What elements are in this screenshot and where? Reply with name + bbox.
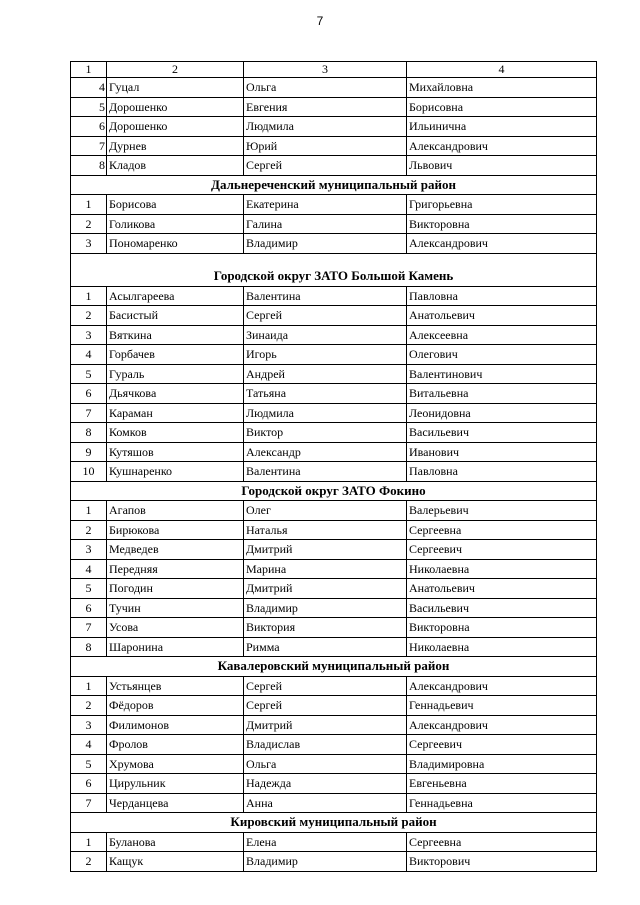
- table-row: [71, 325, 597, 345]
- first-name: Сергей: [244, 696, 407, 716]
- row-number: 4: [71, 78, 107, 98]
- first-name: Екатерина: [244, 195, 407, 215]
- table-row: [71, 462, 597, 482]
- table-row: [71, 345, 597, 365]
- row-number: 1: [71, 195, 107, 215]
- first-name: Олег: [244, 501, 407, 521]
- first-name: Дмитрий: [244, 540, 407, 560]
- row-number: 9: [71, 442, 107, 462]
- patronymic: Александрович: [407, 136, 597, 156]
- row-number: 5: [71, 364, 107, 384]
- first-name: Владимир: [244, 852, 407, 872]
- last-name: Фролов: [107, 735, 244, 755]
- patronymic: Владимировна: [407, 754, 597, 774]
- table-row: [71, 793, 597, 813]
- patronymic: Иванович: [407, 442, 597, 462]
- first-name: Татьяна: [244, 384, 407, 404]
- first-name: Игорь: [244, 345, 407, 365]
- row-number: 3: [71, 715, 107, 735]
- first-name: Александр: [244, 442, 407, 462]
- table-row: [71, 715, 597, 735]
- row-number: 5: [71, 97, 107, 117]
- patronymic: Алексеевна: [407, 325, 597, 345]
- first-name: Дмитрий: [244, 715, 407, 735]
- last-name: Гураль: [107, 364, 244, 384]
- patronymic: Анатольевич: [407, 579, 597, 599]
- table-row: [71, 364, 597, 384]
- row-number: 6: [71, 598, 107, 618]
- table-row: [71, 852, 597, 872]
- patronymic: Леонидовна: [407, 403, 597, 423]
- last-name: Горбачев: [107, 345, 244, 365]
- first-name: Андрей: [244, 364, 407, 384]
- patronymic: Николаевна: [407, 559, 597, 579]
- first-name: Ольга: [244, 78, 407, 98]
- table-row: [71, 403, 597, 423]
- row-number: 1: [71, 501, 107, 521]
- last-name: Кладов: [107, 156, 244, 176]
- patronymic: Евгеньевна: [407, 774, 597, 794]
- section-heading-row: [71, 175, 597, 195]
- first-name: Сергей: [244, 156, 407, 176]
- first-name: Дмитрий: [244, 579, 407, 599]
- patronymic: Геннадьевич: [407, 696, 597, 716]
- section-title: Кировский муниципальный район: [71, 813, 597, 833]
- row-number: 6: [71, 384, 107, 404]
- row-number: 4: [71, 345, 107, 365]
- section-title: Городской округ ЗАТО Большой Камень: [71, 253, 597, 286]
- row-number: 3: [71, 234, 107, 254]
- patronymic: Львович: [407, 156, 597, 176]
- row-number: 4: [71, 559, 107, 579]
- last-name: Борисова: [107, 195, 244, 215]
- column-number-2: 2: [107, 62, 244, 78]
- first-name: Наталья: [244, 520, 407, 540]
- patronymic: Павловна: [407, 462, 597, 482]
- table-row: [71, 559, 597, 579]
- first-name: Евгения: [244, 97, 407, 117]
- last-name: Дорошенко: [107, 117, 244, 137]
- row-number: 8: [71, 423, 107, 443]
- row-number: 10: [71, 462, 107, 482]
- patronymic: Сергеевна: [407, 832, 597, 852]
- last-name: Дорошенко: [107, 97, 244, 117]
- row-number: 7: [71, 793, 107, 813]
- last-name: Шаронина: [107, 637, 244, 657]
- first-name: Валентина: [244, 462, 407, 482]
- patronymic: Викторович: [407, 852, 597, 872]
- page-number: 7: [316, 14, 324, 28]
- column-number-header: [71, 62, 597, 78]
- table-row: [71, 234, 597, 254]
- last-name: Вяткина: [107, 325, 244, 345]
- patronymic: Ильинична: [407, 117, 597, 137]
- patronymic: Николаевна: [407, 637, 597, 657]
- table-row: [71, 540, 597, 560]
- row-number: 7: [71, 618, 107, 638]
- table-row: [71, 832, 597, 852]
- row-number: 2: [71, 520, 107, 540]
- last-name: Усова: [107, 618, 244, 638]
- table-row: [71, 696, 597, 716]
- last-name: Пономаренко: [107, 234, 244, 254]
- first-name: Сергей: [244, 676, 407, 696]
- table-row: [71, 442, 597, 462]
- last-name: Кутяшов: [107, 442, 244, 462]
- row-number: 3: [71, 325, 107, 345]
- first-name: Юрий: [244, 136, 407, 156]
- column-number-1: 1: [71, 62, 107, 78]
- table-row: [71, 136, 597, 156]
- first-name: Ольга: [244, 754, 407, 774]
- patronymic: Сергеевич: [407, 540, 597, 560]
- last-name: Черданцева: [107, 793, 244, 813]
- table-row: [71, 97, 597, 117]
- patronymic: Олегович: [407, 345, 597, 365]
- first-name: Владимир: [244, 234, 407, 254]
- row-number: 3: [71, 540, 107, 560]
- last-name: Цирульник: [107, 774, 244, 794]
- row-number: 6: [71, 774, 107, 794]
- first-name: Валентина: [244, 286, 407, 306]
- last-name: Комков: [107, 423, 244, 443]
- patronymic: Валерьевич: [407, 501, 597, 521]
- last-name: Агапов: [107, 501, 244, 521]
- section-title: Кавалеровский муниципальный район: [71, 657, 597, 677]
- patronymic: Сергеевич: [407, 735, 597, 755]
- row-number: 2: [71, 306, 107, 326]
- roster-body: [71, 62, 597, 872]
- patronymic: Викторовна: [407, 618, 597, 638]
- patronymic: Михайловна: [407, 78, 597, 98]
- table-row: [71, 78, 597, 98]
- first-name: Зинаида: [244, 325, 407, 345]
- section-title: Дальнереченский муниципальный район: [71, 175, 597, 195]
- last-name: Хрумова: [107, 754, 244, 774]
- section-heading-row: [71, 253, 597, 286]
- column-number-4: 4: [407, 62, 597, 78]
- patronymic: Григорьевна: [407, 195, 597, 215]
- table-row: [71, 637, 597, 657]
- last-name: Буланова: [107, 832, 244, 852]
- last-name: Дурнев: [107, 136, 244, 156]
- patronymic: Валентинович: [407, 364, 597, 384]
- first-name: Людмила: [244, 403, 407, 423]
- table-row: [71, 754, 597, 774]
- table-row: [71, 286, 597, 306]
- last-name: Кащук: [107, 852, 244, 872]
- last-name: Тучин: [107, 598, 244, 618]
- first-name: Анна: [244, 793, 407, 813]
- row-number: 1: [71, 286, 107, 306]
- table-row: [71, 306, 597, 326]
- last-name: Дьячкова: [107, 384, 244, 404]
- last-name: Передняя: [107, 559, 244, 579]
- first-name: Людмила: [244, 117, 407, 137]
- first-name: Виктор: [244, 423, 407, 443]
- row-number: 5: [71, 754, 107, 774]
- last-name: Асылгареева: [107, 286, 244, 306]
- first-name: Виктория: [244, 618, 407, 638]
- row-number: 2: [71, 696, 107, 716]
- first-name: Сергей: [244, 306, 407, 326]
- last-name: Устьянцев: [107, 676, 244, 696]
- patronymic: Витальевна: [407, 384, 597, 404]
- patronymic: Александрович: [407, 715, 597, 735]
- last-name: Голикова: [107, 214, 244, 234]
- table-row: [71, 384, 597, 404]
- row-number: 6: [71, 117, 107, 137]
- row-number: 7: [71, 136, 107, 156]
- patronymic: Сергеевна: [407, 520, 597, 540]
- last-name: Басистый: [107, 306, 244, 326]
- section-title: Городской округ ЗАТО Фокино: [71, 481, 597, 501]
- table-row: [71, 735, 597, 755]
- row-number: 5: [71, 579, 107, 599]
- patronymic: Александрович: [407, 676, 597, 696]
- patronymic: Александрович: [407, 234, 597, 254]
- row-number: 8: [71, 156, 107, 176]
- row-number: 2: [71, 214, 107, 234]
- table-row: [71, 501, 597, 521]
- table-row: [71, 117, 597, 137]
- row-number: 4: [71, 735, 107, 755]
- last-name: Караман: [107, 403, 244, 423]
- first-name: Галина: [244, 214, 407, 234]
- patronymic: Викторовна: [407, 214, 597, 234]
- first-name: Владислав: [244, 735, 407, 755]
- table-row: [71, 579, 597, 599]
- table-row: [71, 618, 597, 638]
- first-name: Владимир: [244, 598, 407, 618]
- last-name: Погодин: [107, 579, 244, 599]
- patronymic: Анатольевич: [407, 306, 597, 326]
- last-name: Бирюкова: [107, 520, 244, 540]
- last-name: Медведев: [107, 540, 244, 560]
- patronymic: Васильевич: [407, 423, 597, 443]
- table-row: [71, 520, 597, 540]
- row-number: 7: [71, 403, 107, 423]
- patronymic: Васильевич: [407, 598, 597, 618]
- patronymic: Геннадьевна: [407, 793, 597, 813]
- section-heading-row: [71, 813, 597, 833]
- table-row: [71, 598, 597, 618]
- table-row: [71, 214, 597, 234]
- last-name: Фёдоров: [107, 696, 244, 716]
- last-name: Гуцал: [107, 78, 244, 98]
- patronymic: Борисовна: [407, 97, 597, 117]
- last-name: Филимонов: [107, 715, 244, 735]
- row-number: 8: [71, 637, 107, 657]
- roster-table: [70, 61, 597, 872]
- row-number: 1: [71, 832, 107, 852]
- row-number: 2: [71, 852, 107, 872]
- table-row: [71, 156, 597, 176]
- patronymic: Павловна: [407, 286, 597, 306]
- first-name: Римма: [244, 637, 407, 657]
- table-row: [71, 195, 597, 215]
- first-name: Елена: [244, 832, 407, 852]
- row-number: 1: [71, 676, 107, 696]
- column-number-3: 3: [244, 62, 407, 78]
- first-name: Марина: [244, 559, 407, 579]
- table-row: [71, 774, 597, 794]
- first-name: Надежда: [244, 774, 407, 794]
- section-heading-row: [71, 481, 597, 501]
- last-name: Кушнаренко: [107, 462, 244, 482]
- table-row: [71, 423, 597, 443]
- table-row: [71, 676, 597, 696]
- section-heading-row: [71, 657, 597, 677]
